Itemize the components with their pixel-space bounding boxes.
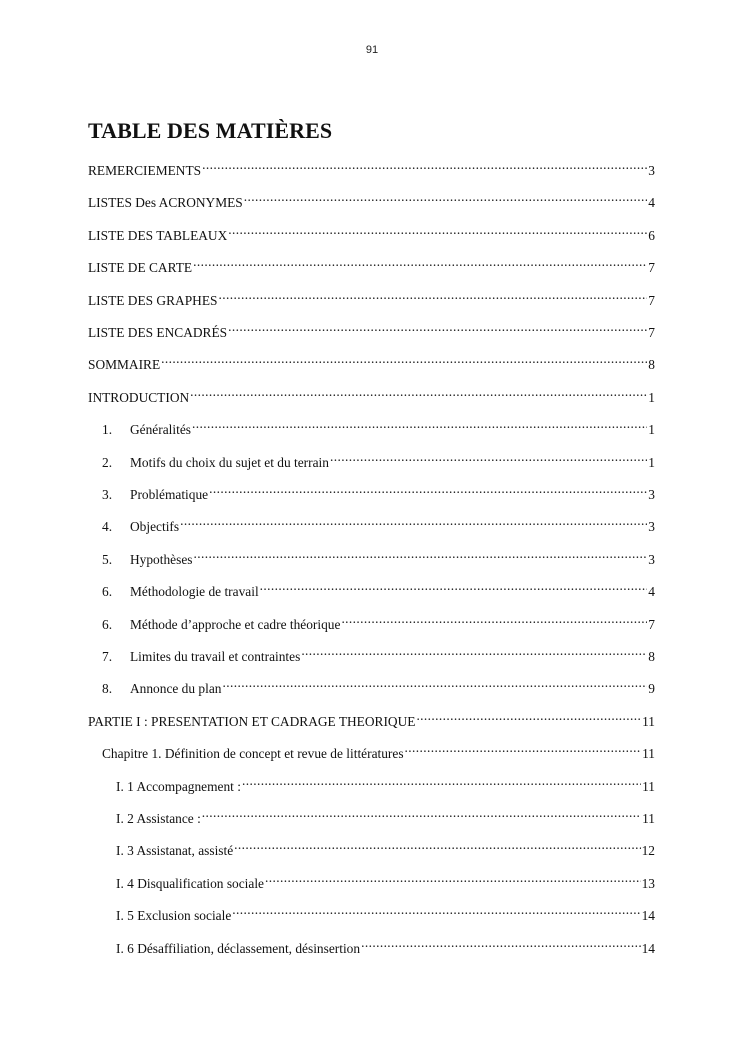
toc-entry-number: 1. [102, 422, 113, 438]
toc-entry-page: 11 [642, 713, 655, 729]
toc-entry-label: Motifs du choix du sujet et du terrain [130, 454, 329, 470]
toc-dot-leader [192, 414, 647, 434]
toc-dot-leader [228, 220, 647, 240]
toc-dot-leader [234, 835, 640, 855]
toc-entry-page: 7 [648, 325, 655, 340]
toc-entry-page: 6 [648, 227, 655, 243]
toc-entry[interactable] [88, 382, 655, 405]
toc-entry-label: LISTE DE CARTE [88, 260, 193, 276]
toc-entry-label: REMERCIEMENTS [88, 163, 202, 178]
toc-entry-number: 5. [102, 551, 113, 567]
toc-entry-page: 12 [641, 843, 655, 859]
toc-entry[interactable] [88, 706, 655, 729]
toc-entry-page: 7 [648, 292, 655, 308]
toc-entry[interactable] [88, 349, 655, 373]
toc-entry[interactable] [88, 252, 655, 276]
toc-entry-number: 3. [102, 487, 113, 502]
toc-entry-label: LISTES Des ACRONYMES [88, 195, 243, 211]
toc-dot-leader [341, 609, 647, 629]
toc-entry[interactable] [88, 187, 655, 211]
toc-entry[interactable] [116, 933, 655, 956]
toc-entry-page: 7 [648, 616, 655, 632]
toc-entry-page: 3 [648, 163, 655, 178]
toc-entry-label: Méthode d’approche et cadre théorique [130, 616, 341, 632]
toc-entry[interactable] [102, 641, 655, 664]
page-number: 91 [365, 44, 379, 56]
toc-entry-label: I. 3 Assistanat, assisté [116, 843, 234, 859]
toc-entry-label: LISTE DES TABLEAUX [88, 227, 228, 243]
toc-entry[interactable] [102, 511, 655, 535]
toc-entry-label: SOMMAIRE [88, 357, 161, 373]
toc-entry-page: 14 [641, 940, 655, 956]
toc-dot-leader [416, 706, 641, 726]
toc-entry-label: Méthodologie de travail [130, 584, 259, 600]
toc-entry-label: Généralités [130, 422, 191, 438]
toc-entry-page: 3 [648, 487, 655, 502]
toc-entry-number: 6. [102, 616, 113, 632]
toc-dot-leader [218, 285, 647, 305]
toc-entry[interactable] [102, 673, 655, 697]
toc-entry-label: I. 6 Désaffiliation, déclassement, désinsertion [116, 940, 361, 956]
toc-entry-label: Chapitre 1. Définition de concept et revue de littératures [102, 746, 404, 762]
toc-entry[interactable] [102, 738, 655, 762]
toc-dot-leader [222, 673, 647, 693]
toc-entry-page: 7 [648, 260, 655, 276]
toc-entry[interactable] [102, 609, 655, 632]
toc-entry[interactable] [88, 155, 655, 178]
toc-entry-page: 4 [648, 584, 655, 600]
toc-entry[interactable] [102, 414, 655, 438]
toc-dot-leader [228, 317, 647, 337]
toc-entry-page: 11 [642, 778, 655, 794]
toc-entry-number: 6. [102, 584, 113, 600]
toc-dot-leader [209, 479, 647, 499]
toc-entry-number: 7. [102, 649, 113, 664]
toc-entry-number: 2. [102, 454, 113, 470]
toc-dot-leader [190, 382, 647, 402]
toc-dot-leader [265, 868, 641, 888]
toc-entry-page: 9 [648, 681, 655, 697]
toc-entry-label: INTRODUCTION [88, 389, 190, 405]
toc-entry[interactable] [88, 285, 655, 308]
toc-entry[interactable] [116, 771, 655, 794]
toc-entry[interactable] [116, 868, 655, 891]
toc-dot-leader [202, 155, 647, 175]
toc-entry-number: 4. [102, 519, 113, 535]
toc-entry-page: 1 [648, 422, 655, 438]
toc-entry-page: 4 [648, 195, 655, 211]
toc-entry[interactable] [116, 803, 655, 826]
toc-entry-page: 14 [641, 908, 655, 924]
toc-dot-leader [244, 187, 648, 207]
toc-entry[interactable] [116, 835, 655, 859]
toc-entry-page: 13 [641, 875, 655, 891]
toc-dot-leader [260, 576, 648, 596]
toc-entry[interactable] [102, 544, 655, 567]
toc-dot-leader [193, 252, 647, 272]
toc-dot-leader [361, 933, 641, 953]
toc-entry[interactable] [88, 220, 655, 243]
toc-entry-page: 11 [642, 811, 655, 826]
toc-entry[interactable] [102, 576, 655, 600]
toc-entry-page: 1 [648, 454, 655, 470]
toc-dot-leader [180, 511, 647, 531]
toc-entry-page: 8 [648, 649, 655, 664]
toc-entry-page: 11 [642, 746, 655, 762]
toc-entry[interactable] [102, 447, 655, 470]
toc-entry-label: Objectifs [130, 519, 180, 535]
toc-entry-label: I. 5 Exclusion sociale [116, 908, 232, 924]
toc-entry-label: I. 2 Assistance : [116, 811, 201, 826]
toc-entry-label: PARTIE I : PRESENTATION ET CADRAGE THEORIQUE [88, 713, 416, 729]
toc-entry-label: Problématique [130, 487, 209, 502]
toc-dot-leader [193, 544, 647, 564]
toc-entry-label: I. 1 Accompagnement : [116, 778, 241, 794]
toc-dot-leader [405, 738, 642, 758]
toc-entry[interactable] [116, 900, 655, 924]
toc-dot-leader [330, 447, 647, 467]
toc-dot-leader [242, 771, 641, 791]
toc-entry-label: Annonce du plan [130, 681, 222, 697]
toc-dot-leader [232, 900, 640, 920]
toc-dot-leader [202, 803, 641, 823]
toc-entry-label: LISTE DES GRAPHES [88, 292, 218, 308]
toc-entry[interactable] [88, 317, 655, 340]
toc-entry-label: LISTE DES ENCADRÉS [88, 325, 228, 340]
toc-entry-page: 1 [648, 389, 655, 405]
toc-entry-label: Limites du travail et contraintes [130, 649, 301, 664]
toc-dot-leader [301, 641, 647, 661]
toc-entry-label: I. 4 Disqualification sociale [116, 875, 264, 891]
toc-entry[interactable] [102, 479, 655, 502]
toc-title: TABLE DES MATIÈRES [88, 118, 333, 143]
toc-entry-number: 8. [102, 681, 113, 697]
toc-entry-page: 3 [648, 551, 655, 567]
toc-dot-leader [161, 349, 647, 369]
toc-entry-page: 3 [648, 519, 655, 535]
toc-entry-label: Hypothèses [130, 551, 193, 567]
toc-entry-page: 8 [648, 357, 655, 373]
